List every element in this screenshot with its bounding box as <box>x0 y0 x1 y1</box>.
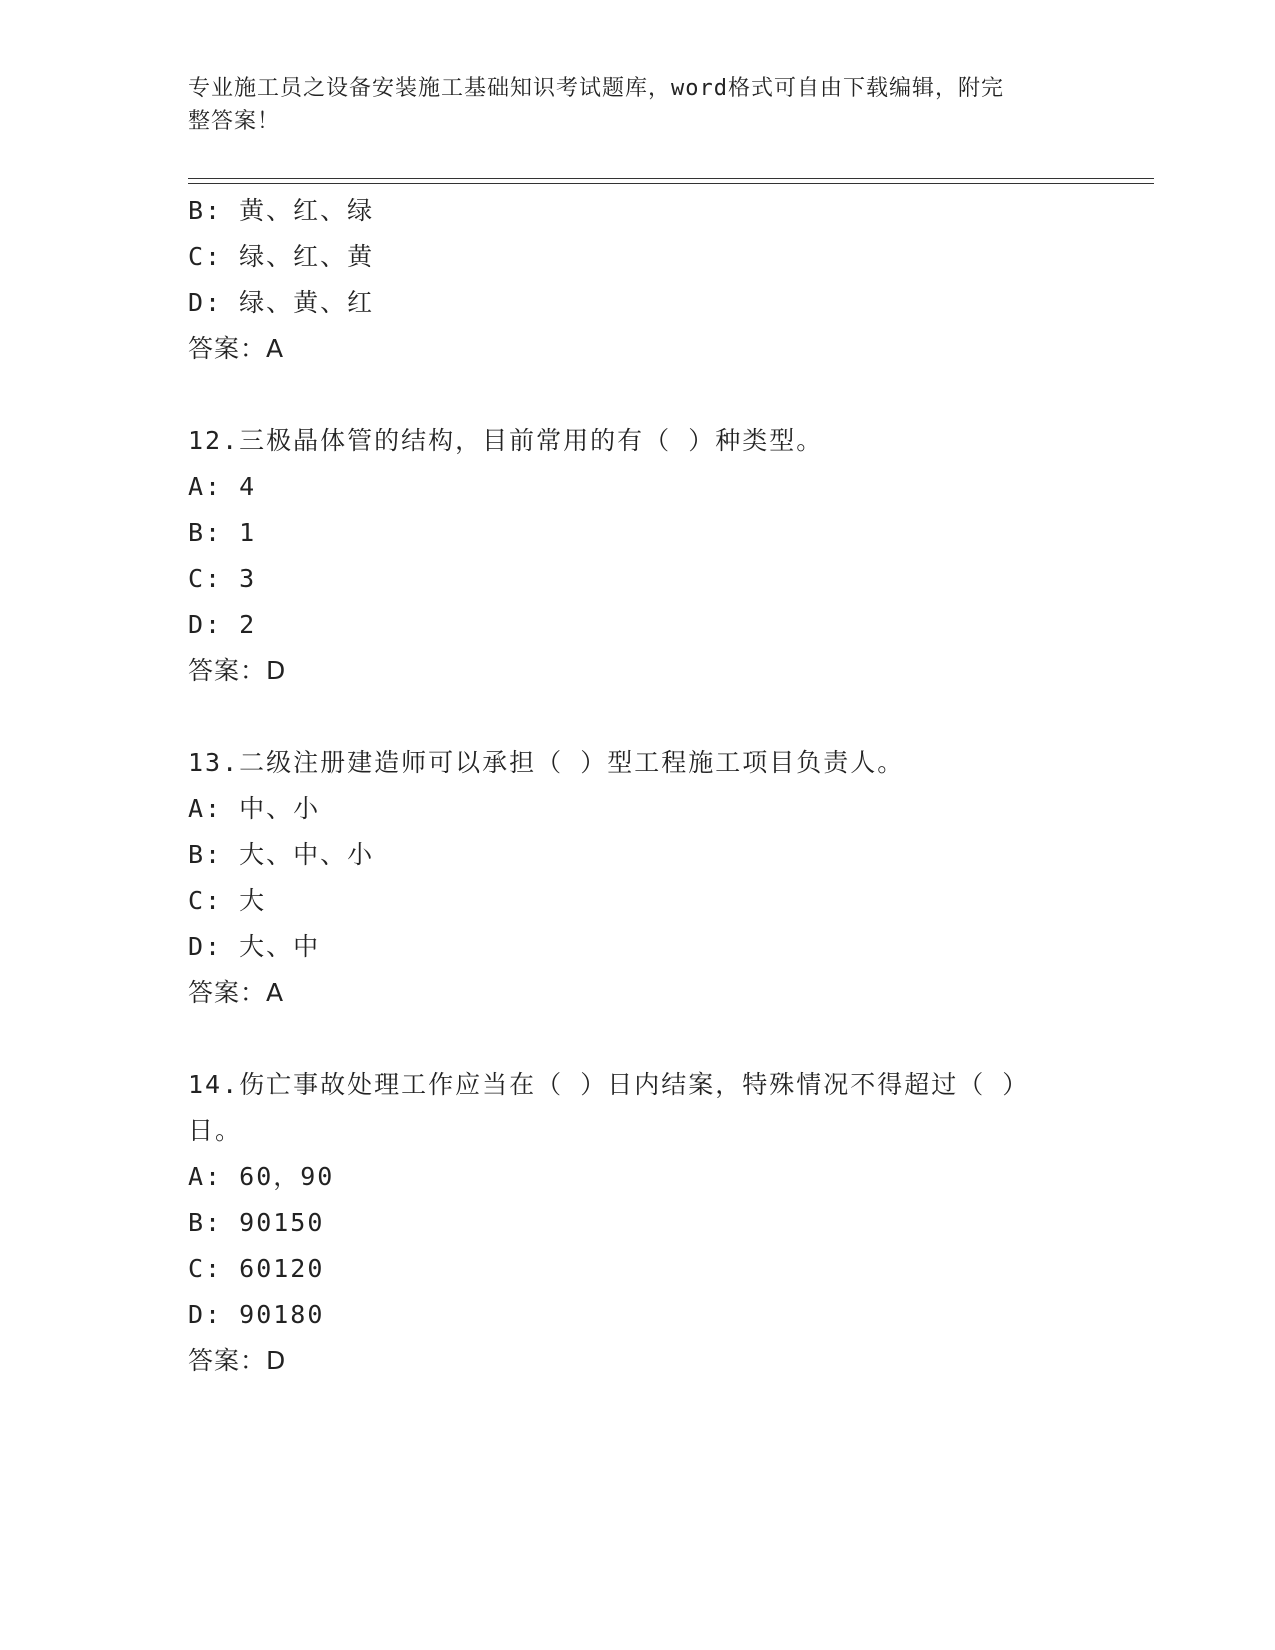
question-11-block <box>188 188 1088 372</box>
question-list <box>188 188 1088 1384</box>
option-a: A: 中、小 <box>188 794 321 823</box>
option-a: A: 60，90 <box>188 1162 335 1191</box>
answer-line: 答案：D <box>188 656 287 685</box>
option-d: D: 绿、黄、红 <box>188 288 375 317</box>
question-stem: 12.三极晶体管的结构，目前常用的有（ ）种类型。 <box>188 426 824 455</box>
option-b: B: 1 <box>188 518 257 547</box>
answer-line: 答案：A <box>188 978 285 1007</box>
header-divider-bottom <box>188 183 1154 184</box>
header-divider-top <box>188 178 1154 179</box>
answer-line: 答案：A <box>188 334 285 363</box>
option-a: A: 4 <box>188 472 257 501</box>
question-stem-line-1: 14.伤亡事故处理工作应当在（ ）日内结案，特殊情况不得超过（ ） <box>188 1070 1030 1099</box>
option-c: C: 3 <box>188 564 257 593</box>
option-d: D: 2 <box>188 610 257 639</box>
question-13-block <box>188 740 1088 1016</box>
answer-line: 答案：D <box>188 1346 287 1375</box>
option-b: B: 大、中、小 <box>188 840 375 869</box>
header-line-2: 整答案！ <box>188 109 281 134</box>
option-d: D: 大、中 <box>188 932 321 961</box>
question-spacer <box>188 1016 1088 1062</box>
document-header <box>188 72 1068 138</box>
option-c: C: 大 <box>188 886 267 915</box>
question-14-block <box>188 1062 1088 1384</box>
option-c: C: 60120 <box>188 1254 325 1283</box>
question-stem-line-2: 日。 <box>188 1116 243 1145</box>
question-12-block <box>188 418 1088 694</box>
option-c: C: 绿、红、黄 <box>188 242 375 271</box>
header-line-1: 专业施工员之设备安装施工基础知识考试题库，word格式可自由下载编辑，附完 <box>188 76 1004 101</box>
question-stem: 13.二级注册建造师可以承担（ ）型工程施工项目负责人。 <box>188 748 905 777</box>
question-spacer <box>188 694 1088 740</box>
option-b: B: 黄、红、绿 <box>188 196 375 225</box>
question-spacer <box>188 372 1088 418</box>
option-d: D: 90180 <box>188 1300 325 1329</box>
option-b: B: 90150 <box>188 1208 325 1237</box>
